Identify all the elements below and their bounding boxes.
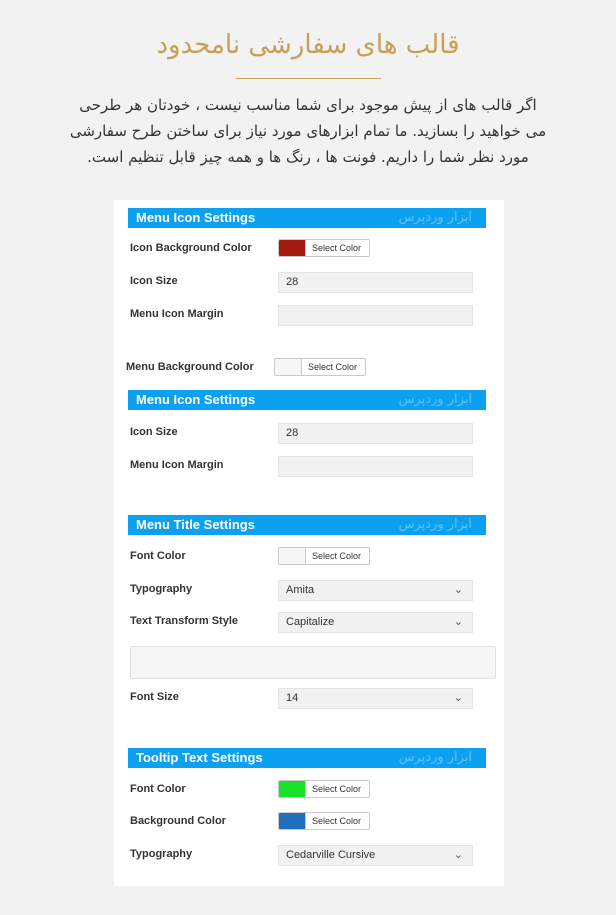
font-size-label: Font Size xyxy=(130,691,179,703)
background-color-label: Background Color xyxy=(130,815,226,827)
section-title: Menu Icon Settings xyxy=(136,210,256,225)
title-divider xyxy=(236,78,381,79)
text-transform-value: Capitalize xyxy=(286,616,335,628)
promo-line-3: مورد نظر شما را داریم. فونت ها ، رنگ ها و همه چیز قابل تنظیم است. xyxy=(87,148,529,166)
font-preview-area[interactable] xyxy=(130,646,496,679)
menu-icon-margin-label: Menu Icon Margin xyxy=(130,308,224,320)
select-color-button[interactable]: Select Color xyxy=(312,243,362,253)
promo-line-1: اگر قالب های از پیش موجود برای شما مناسب نیست ، خودتان هر طرحی xyxy=(79,96,537,114)
section-header-menu-title xyxy=(128,515,486,535)
section-title: Menu Icon Settings xyxy=(136,392,256,407)
settings-panel xyxy=(114,200,504,886)
icon-size-label: Icon Size xyxy=(130,426,178,438)
chevron-down-icon: ⌄ xyxy=(453,616,463,628)
section-header-menu-icon-2 xyxy=(128,390,486,410)
promo-description xyxy=(40,92,576,170)
color-swatch xyxy=(275,359,302,375)
watermark: ابزار وردپرس xyxy=(398,750,472,765)
font-color-label: Font Color xyxy=(130,783,186,795)
watermark: ابزار وردپرس xyxy=(398,517,472,532)
typography-value: Cedarville Cursive xyxy=(286,849,376,861)
chevron-down-icon: ⌄ xyxy=(453,849,463,861)
menu-icon-margin-input[interactable] xyxy=(278,305,473,326)
section-title: Menu Title Settings xyxy=(136,517,255,532)
select-color-button[interactable]: Select Color xyxy=(312,816,362,826)
watermark: ابزار وردپرس xyxy=(398,210,472,225)
icon-size-input[interactable]: 28 xyxy=(278,272,473,293)
typography-select[interactable] xyxy=(278,580,473,601)
text-transform-style-label: Text Transform Style xyxy=(130,615,238,627)
chevron-down-icon: ⌄ xyxy=(453,692,463,704)
typography-value: Amita xyxy=(286,584,315,596)
menu-background-color-label: Menu Background Color xyxy=(126,361,254,373)
icon-size-input[interactable]: 28 xyxy=(278,423,473,444)
menu-icon-margin-input[interactable] xyxy=(278,456,473,477)
typography-label: Typography xyxy=(130,583,193,595)
font-color-picker[interactable] xyxy=(278,547,370,565)
color-swatch xyxy=(279,548,306,564)
text-transform-select[interactable] xyxy=(278,612,473,633)
select-color-button[interactable]: Select Color xyxy=(308,362,358,372)
menu-background-color-picker[interactable] xyxy=(274,358,366,376)
tooltip-background-color-picker[interactable] xyxy=(278,812,370,830)
color-swatch xyxy=(279,781,306,797)
tooltip-font-color-picker[interactable] xyxy=(278,780,370,798)
icon-background-color-label: Icon Background Color xyxy=(130,242,252,254)
promo-title: قالب های سفارشی نامحدود xyxy=(156,30,460,60)
select-color-button[interactable]: Select Color xyxy=(312,784,362,794)
section-title: Tooltip Text Settings xyxy=(136,750,263,765)
color-swatch xyxy=(279,240,306,256)
font-size-value: 14 xyxy=(286,692,299,704)
icon-size-label: Icon Size xyxy=(130,275,178,287)
typography-label: Typography xyxy=(130,848,193,860)
menu-icon-margin-label: Menu Icon Margin xyxy=(130,459,224,471)
icon-background-color-picker[interactable] xyxy=(278,239,370,257)
section-header-menu-icon xyxy=(128,208,486,228)
chevron-down-icon: ⌄ xyxy=(453,584,463,596)
tooltip-typography-select[interactable] xyxy=(278,845,473,866)
section-header-tooltip-text xyxy=(128,748,486,768)
color-swatch xyxy=(279,813,306,829)
watermark: ابزار وردپرس xyxy=(398,392,472,407)
font-size-select[interactable] xyxy=(278,688,473,709)
select-color-button[interactable]: Select Color xyxy=(312,551,362,561)
promo-line-2: می خواهید را بسازید. ما تمام ابزارهای مورد نیاز برای ساختن طرح سفارشی xyxy=(69,122,547,140)
font-color-label: Font Color xyxy=(130,550,186,562)
